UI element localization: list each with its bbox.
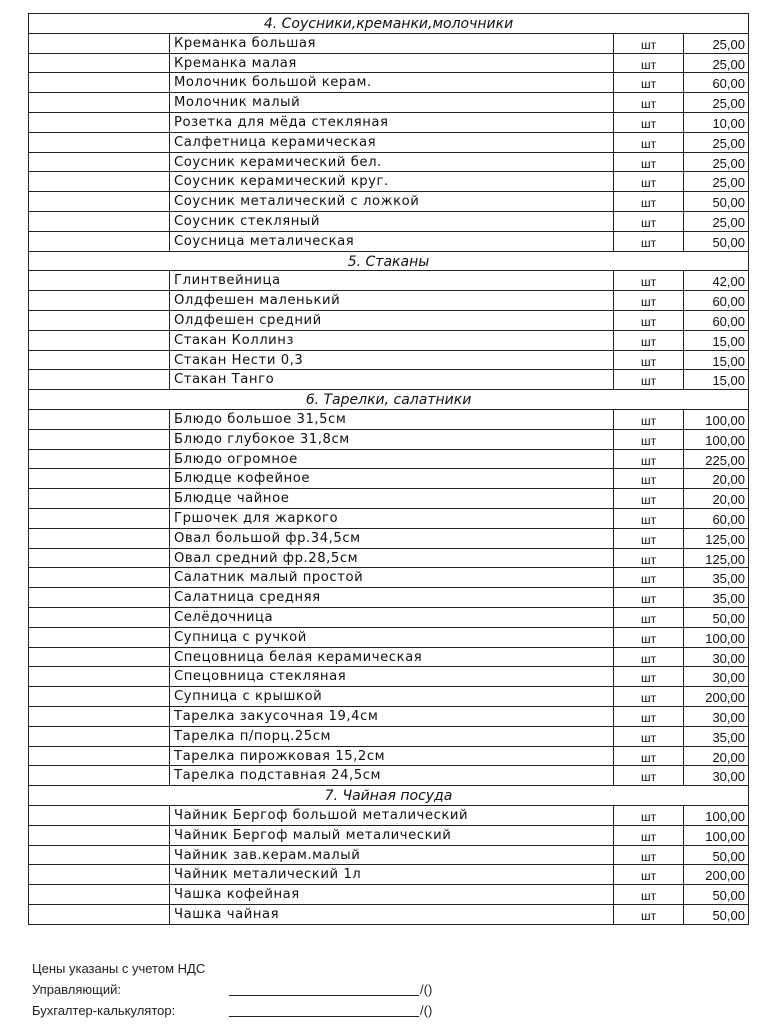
row-blank-cell xyxy=(29,113,169,132)
table-row xyxy=(29,488,748,508)
table-row xyxy=(29,508,748,528)
item-name: Тарелка закусочная 19,4см xyxy=(169,707,613,726)
table-row xyxy=(29,765,748,785)
item-unit: шт xyxy=(613,766,683,785)
row-blank-cell xyxy=(29,133,169,152)
item-unit: шт xyxy=(613,865,683,884)
table-row xyxy=(29,864,748,884)
item-unit: шт xyxy=(613,687,683,706)
item-name: Олдфешен маленький xyxy=(169,291,613,310)
section-heading: 7. Чайная посуда xyxy=(29,785,748,805)
row-blank-cell xyxy=(29,489,169,508)
row-blank-cell xyxy=(29,588,169,607)
row-blank-cell xyxy=(29,826,169,845)
table-row xyxy=(29,627,748,647)
row-blank-cell xyxy=(29,34,169,53)
table-row xyxy=(29,528,748,548)
row-blank-cell xyxy=(29,311,169,330)
item-name: Блюдце чайное xyxy=(169,489,613,508)
item-unit: шт xyxy=(613,747,683,766)
item-unit: шт xyxy=(613,370,683,389)
item-unit: шт xyxy=(613,93,683,112)
row-blank-cell xyxy=(29,806,169,825)
item-price: 200,00 xyxy=(683,865,748,884)
item-price: 15,00 xyxy=(683,370,748,389)
item-unit: шт xyxy=(613,568,683,587)
item-name: Чайник металический 1л xyxy=(169,865,613,884)
item-price: 20,00 xyxy=(683,489,748,508)
row-blank-cell xyxy=(29,727,169,746)
manager-label: Управляющий: xyxy=(32,982,121,997)
table-row xyxy=(29,72,748,92)
table-row xyxy=(29,191,748,211)
item-price: 50,00 xyxy=(683,608,748,627)
item-name: Салфетница керамическая xyxy=(169,133,613,152)
row-blank-cell xyxy=(29,905,169,924)
item-name: Молочник малый xyxy=(169,93,613,112)
item-unit: шт xyxy=(613,54,683,73)
item-unit: шт xyxy=(613,73,683,92)
item-name: Глинтвейница xyxy=(169,271,613,290)
item-unit: шт xyxy=(613,232,683,251)
item-name: Соусник стекляный xyxy=(169,212,613,231)
item-name: Креманка малая xyxy=(169,54,613,73)
item-price: 225,00 xyxy=(683,450,748,469)
table-row xyxy=(29,350,748,370)
item-name: Стакан Танго xyxy=(169,370,613,389)
row-blank-cell xyxy=(29,766,169,785)
item-name: Блюдо большое 31,5см xyxy=(169,410,613,429)
table-row xyxy=(29,845,748,865)
table-row xyxy=(29,449,748,469)
table-row xyxy=(29,904,748,924)
item-unit: шт xyxy=(613,529,683,548)
item-price: 30,00 xyxy=(683,766,748,785)
item-name: Розетка для мёда стекляная xyxy=(169,113,613,132)
table-row xyxy=(29,686,748,706)
manager-signature-blank xyxy=(229,995,419,996)
table-row xyxy=(29,825,748,845)
row-blank-cell xyxy=(29,331,169,350)
row-blank-cell xyxy=(29,509,169,528)
item-name: Овал большой фр.34,5см xyxy=(169,529,613,548)
item-unit: шт xyxy=(613,410,683,429)
item-price: 35,00 xyxy=(683,568,748,587)
item-price: 35,00 xyxy=(683,727,748,746)
row-blank-cell xyxy=(29,687,169,706)
table-row xyxy=(29,112,748,132)
item-price: 200,00 xyxy=(683,687,748,706)
table-row xyxy=(29,92,748,112)
item-price: 50,00 xyxy=(683,232,748,251)
item-price: 50,00 xyxy=(683,846,748,865)
item-unit: шт xyxy=(613,212,683,231)
item-name: Селёдочница xyxy=(169,608,613,627)
table-row xyxy=(29,706,748,726)
item-price: 10,00 xyxy=(683,113,748,132)
table-row xyxy=(29,290,748,310)
item-price: 25,00 xyxy=(683,133,748,152)
item-price: 25,00 xyxy=(683,93,748,112)
item-name: Блюдце кофейное xyxy=(169,469,613,488)
item-price: 15,00 xyxy=(683,351,748,370)
table-row xyxy=(29,746,748,766)
item-unit: шт xyxy=(613,489,683,508)
item-unit: шт xyxy=(613,450,683,469)
item-price: 60,00 xyxy=(683,291,748,310)
table-row xyxy=(29,647,748,667)
item-name: Супница с ручкой xyxy=(169,628,613,647)
table-row xyxy=(29,369,748,389)
item-name: Тарелка пирожковая 15,2см xyxy=(169,747,613,766)
item-name: Спецовница белая керамическая xyxy=(169,648,613,667)
item-name: Чашка кофейная xyxy=(169,885,613,904)
row-blank-cell xyxy=(29,707,169,726)
item-name: Салатница средняя xyxy=(169,588,613,607)
row-blank-cell xyxy=(29,747,169,766)
row-blank-cell xyxy=(29,628,169,647)
row-blank-cell xyxy=(29,667,169,686)
item-price: 20,00 xyxy=(683,469,748,488)
item-price: 42,00 xyxy=(683,271,748,290)
item-name: Гршочек для жаркого xyxy=(169,509,613,528)
table-row xyxy=(29,171,748,191)
item-price: 25,00 xyxy=(683,54,748,73)
table-row xyxy=(29,607,748,627)
item-name: Тарелка п/порц.25см xyxy=(169,727,613,746)
item-name: Соусник керамический бел. xyxy=(169,153,613,172)
row-blank-cell xyxy=(29,865,169,884)
item-name: Овал средний фр.28,5см xyxy=(169,549,613,568)
manager-signature-line xyxy=(32,979,433,1000)
table-row xyxy=(29,548,748,568)
row-blank-cell xyxy=(29,212,169,231)
item-price: 100,00 xyxy=(683,410,748,429)
accountant-signature-blank xyxy=(229,1016,419,1017)
table-row xyxy=(29,132,748,152)
item-unit: шт xyxy=(613,113,683,132)
table-row xyxy=(29,310,748,330)
item-unit: шт xyxy=(613,588,683,607)
item-unit: шт xyxy=(613,271,683,290)
section-heading: 6. Тарелки, салатники xyxy=(29,389,748,409)
item-unit: шт xyxy=(613,34,683,53)
row-blank-cell xyxy=(29,469,169,488)
row-blank-cell xyxy=(29,608,169,627)
item-unit: шт xyxy=(613,905,683,924)
item-price: 30,00 xyxy=(683,667,748,686)
table-row xyxy=(29,211,748,231)
accountant-label: Бухгалтер-калькулятор: xyxy=(32,1003,176,1018)
item-price: 60,00 xyxy=(683,73,748,92)
item-unit: шт xyxy=(613,628,683,647)
row-blank-cell xyxy=(29,153,169,172)
item-unit: шт xyxy=(613,707,683,726)
item-price: 25,00 xyxy=(683,172,748,191)
accountant-signature-suffix: /() xyxy=(420,1003,433,1018)
item-price: 100,00 xyxy=(683,826,748,845)
price-table xyxy=(28,13,749,925)
row-blank-cell xyxy=(29,549,169,568)
item-name: Блюдо глубокое 31,8см xyxy=(169,430,613,449)
item-price: 50,00 xyxy=(683,905,748,924)
table-row xyxy=(29,330,748,350)
item-price: 15,00 xyxy=(683,331,748,350)
row-blank-cell xyxy=(29,232,169,251)
item-price: 60,00 xyxy=(683,311,748,330)
item-price: 60,00 xyxy=(683,509,748,528)
row-blank-cell xyxy=(29,410,169,429)
table-row xyxy=(29,666,748,686)
row-blank-cell xyxy=(29,430,169,449)
item-unit: шт xyxy=(613,806,683,825)
item-name: Соусница металическая xyxy=(169,232,613,251)
table-row xyxy=(29,567,748,587)
item-unit: шт xyxy=(613,885,683,904)
table-row xyxy=(29,33,748,53)
vat-note: Цены указаны с учетом НДС xyxy=(32,961,206,976)
item-name: Молочник большой керам. xyxy=(169,73,613,92)
item-unit: шт xyxy=(613,331,683,350)
item-price: 100,00 xyxy=(683,430,748,449)
row-blank-cell xyxy=(29,172,169,191)
item-unit: шт xyxy=(613,351,683,370)
table-row xyxy=(29,409,748,429)
item-name: Блюдо огромное xyxy=(169,450,613,469)
section-heading: 4. Соусники,креманки,молочники xyxy=(29,13,748,33)
row-blank-cell xyxy=(29,568,169,587)
item-unit: шт xyxy=(613,192,683,211)
item-name: Чайник Бергоф малый металический xyxy=(169,826,613,845)
item-name: Супница с крышкой xyxy=(169,687,613,706)
row-blank-cell xyxy=(29,54,169,73)
item-unit: шт xyxy=(613,608,683,627)
row-blank-cell xyxy=(29,271,169,290)
footer xyxy=(32,958,433,1021)
item-name: Стакан Нести 0,3 xyxy=(169,351,613,370)
item-unit: шт xyxy=(613,311,683,330)
item-unit: шт xyxy=(613,291,683,310)
table-row xyxy=(29,152,748,172)
item-name: Салатник малый простой xyxy=(169,568,613,587)
item-price: 20,00 xyxy=(683,747,748,766)
table-row xyxy=(29,53,748,73)
table-row xyxy=(29,884,748,904)
table-row xyxy=(29,587,748,607)
item-price: 125,00 xyxy=(683,549,748,568)
item-name: Олдфешен средний xyxy=(169,311,613,330)
row-blank-cell xyxy=(29,529,169,548)
row-blank-cell xyxy=(29,846,169,865)
accountant-signature-line xyxy=(32,1000,433,1021)
table-row xyxy=(29,726,748,746)
item-name: Соусник керамический круг. xyxy=(169,172,613,191)
item-name: Соусник металический с ложкой xyxy=(169,192,613,211)
row-blank-cell xyxy=(29,93,169,112)
row-blank-cell xyxy=(29,885,169,904)
item-name: Стакан Коллинз xyxy=(169,331,613,350)
item-price: 25,00 xyxy=(683,153,748,172)
item-unit: шт xyxy=(613,727,683,746)
item-price: 50,00 xyxy=(683,192,748,211)
row-blank-cell xyxy=(29,351,169,370)
item-unit: шт xyxy=(613,509,683,528)
table-row xyxy=(29,805,748,825)
item-price: 35,00 xyxy=(683,588,748,607)
row-blank-cell xyxy=(29,450,169,469)
item-name: Креманка большая xyxy=(169,34,613,53)
item-unit: шт xyxy=(613,648,683,667)
item-price: 30,00 xyxy=(683,707,748,726)
item-unit: шт xyxy=(613,667,683,686)
table-row xyxy=(29,231,748,251)
item-name: Тарелка подставная 24,5см xyxy=(169,766,613,785)
item-unit: шт xyxy=(613,153,683,172)
item-unit: шт xyxy=(613,133,683,152)
item-unit: шт xyxy=(613,430,683,449)
table-row xyxy=(29,429,748,449)
item-price: 50,00 xyxy=(683,885,748,904)
table-row xyxy=(29,270,748,290)
item-unit: шт xyxy=(613,549,683,568)
item-price: 100,00 xyxy=(683,628,748,647)
item-name: Чашка чайная xyxy=(169,905,613,924)
item-price: 30,00 xyxy=(683,648,748,667)
item-price: 25,00 xyxy=(683,212,748,231)
section-heading: 5. Стаканы xyxy=(29,251,748,271)
item-price: 100,00 xyxy=(683,806,748,825)
item-price: 125,00 xyxy=(683,529,748,548)
item-name: Чайник Бергоф большой металический xyxy=(169,806,613,825)
item-unit: шт xyxy=(613,172,683,191)
table-row xyxy=(29,468,748,488)
manager-signature-suffix: /() xyxy=(420,982,433,997)
item-unit: шт xyxy=(613,826,683,845)
item-price: 25,00 xyxy=(683,34,748,53)
row-blank-cell xyxy=(29,370,169,389)
item-unit: шт xyxy=(613,846,683,865)
item-name: Чайник зав.керам.малый xyxy=(169,846,613,865)
row-blank-cell xyxy=(29,291,169,310)
item-name: Спецовница стекляная xyxy=(169,667,613,686)
row-blank-cell xyxy=(29,73,169,92)
item-unit: шт xyxy=(613,469,683,488)
row-blank-cell xyxy=(29,192,169,211)
row-blank-cell xyxy=(29,648,169,667)
